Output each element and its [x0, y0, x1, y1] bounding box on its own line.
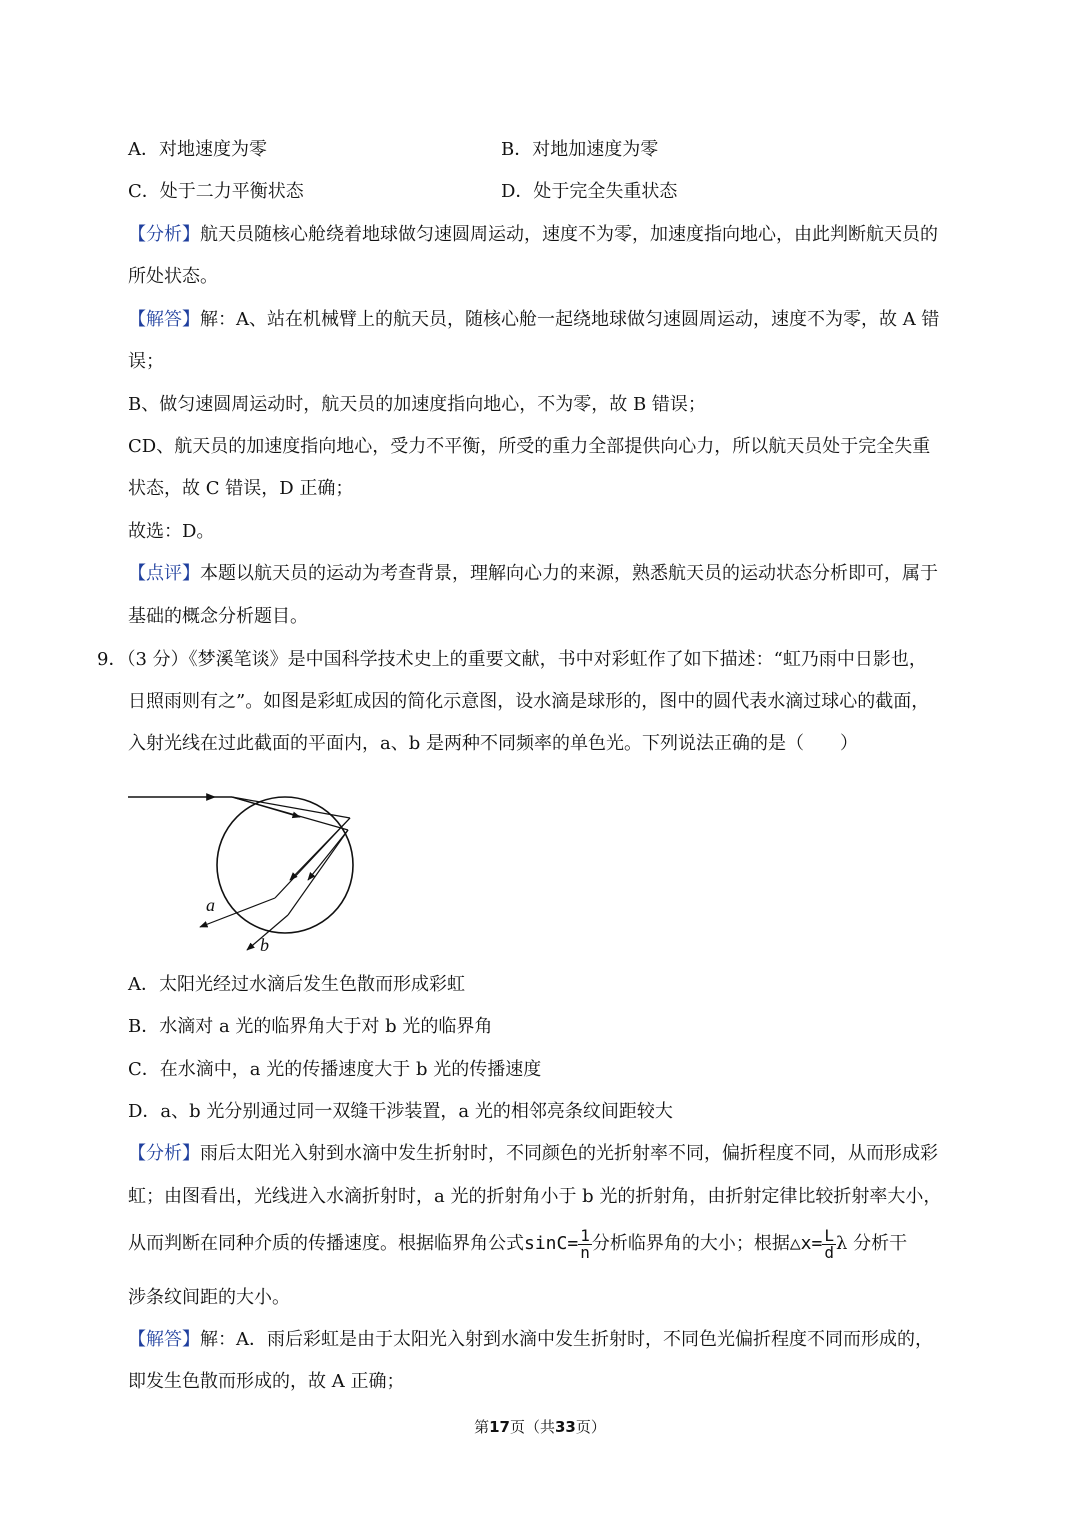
fraction-denominator: d: [824, 1242, 834, 1262]
question-number: 9．: [97, 649, 127, 670]
q8-option-a: A．对地速度为零: [128, 139, 267, 160]
analysis-tag: 【分析】: [128, 224, 200, 245]
q9-answer-line-1: [128, 1328, 933, 1352]
analysis-text: 航天员随核心舱绕着地球做匀速圆周运动，速度不为零，加速度指向地心，由此判断航天员的: [200, 224, 938, 245]
q9-analysis-line-4: 涉条纹间距的大小。: [128, 1287, 290, 1308]
stem-text: （3 分）《梦溪笔谈》是中国科学技术史上的重要文献，书中对彩虹作了如下描述：“虹乃雨中日影也，: [126, 649, 927, 670]
footer-text: 第: [474, 1418, 490, 1436]
q9-analysis-line-2: 虹；由图看出，光线进入水滴折射时，a 光的折射角小于 b 光的折射角，由折射定律比较折射率大小，: [128, 1186, 942, 1207]
rainbow-diagram: [120, 780, 370, 960]
analysis-text: 分析临界角的大小；根据: [591, 1233, 790, 1254]
critical-angle-formula-lhs: sinC=: [524, 1233, 579, 1254]
q8-answer-line-1: [128, 308, 939, 332]
label-b: b: [260, 935, 269, 955]
analysis-text: 分析干: [847, 1233, 908, 1254]
q8-comment-line-2: 基础的概念分析题目。: [128, 606, 308, 627]
q9-option-d: D．a、b 光分别通过同一双缝干涉装置，a 光的相邻亮条纹间距较大: [128, 1101, 673, 1122]
page-total: 33: [555, 1418, 576, 1436]
q8-option-d: D．处于完全失重状态: [501, 181, 678, 202]
answer-tag: 【解答】: [128, 1329, 200, 1350]
q8-answer-line-3: B、做匀速圆周运动时，航天员的加速度指向地心，不为零，故 B 错误；: [128, 394, 706, 415]
fringe-spacing-fraction: [822, 1225, 836, 1262]
footer-text: 页（共: [509, 1418, 555, 1436]
fraction-denominator: n: [580, 1242, 590, 1262]
lambda-symbol: λ: [835, 1233, 848, 1254]
q8-answer-line-5: 状态，故 C 错误，D 正确；: [128, 478, 354, 499]
q9-option-a: A．太阳光经过水滴后发生色散而形成彩虹: [128, 974, 465, 995]
page-number: 17: [489, 1418, 510, 1436]
q9-answer-line-2: 即发生色散而形成的，故 A 正确；: [128, 1371, 405, 1392]
critical-angle-fraction: [578, 1225, 592, 1262]
q8-analysis-line-2: 所处状态。: [128, 266, 218, 287]
answer-text: 解：A．雨后彩虹是由于太阳光入射到水滴中发生折射时，不同色光偏折程度不同而形成的，: [200, 1329, 933, 1350]
q9-stem-line-2: 日照雨则有之”。如图是彩虹成因的简化示意图，设水滴是球形的，图中的圆代表水滴过球心的截面，: [128, 691, 930, 712]
analysis-text: 从而判断在同种介质的传播速度。根据临界角公式: [128, 1233, 524, 1254]
answer-tag: 【解答】: [128, 309, 200, 330]
fringe-spacing-formula-lhs: △x=: [789, 1233, 823, 1254]
q9-option-c: C．在水滴中，a 光的传播速度大于 b 光的传播速度: [128, 1059, 542, 1080]
q8-option-b: B．对地加速度为零: [501, 139, 659, 160]
analysis-tag: 【分析】: [128, 1143, 200, 1164]
q9-analysis-line-3: [128, 1224, 907, 1264]
fraction-numerator: 1: [580, 1225, 590, 1245]
q8-option-c: C．处于二力平衡状态: [128, 181, 304, 202]
q8-answer-line-4: CD、航天员的加速度指向地心，受力不平衡，所受的重力全部提供向心力，所以航天员处于完全失重: [128, 436, 931, 457]
comment-tag: 【点评】: [128, 563, 200, 584]
analysis-text: 雨后太阳光入射到水滴中发生折射时，不同颜色的光折射率不同，偏折程度不同，从而形成彩: [200, 1143, 938, 1164]
fraction-numerator: L: [824, 1225, 834, 1245]
q9-stem-line-3: 入射光线在过此截面的平面内，a、b 是两种不同频率的单色光。下列说法正确的是（ ）: [128, 733, 858, 754]
answer-text: 解：A、站在机械臂上的航天员，随核心舱一起绕地球做匀速圆周运动，速度不为零，故 A 错: [200, 309, 940, 330]
q8-comment-line-1: [128, 562, 938, 586]
label-a: a: [206, 895, 215, 915]
q9-stem-line-1: [97, 648, 927, 672]
q8-analysis-line-1: [128, 223, 938, 247]
comment-text: 本题以航天员的运动为考查背景，理解向心力的来源，熟悉航天员的运动状态分析即可，属于: [200, 563, 938, 584]
q9-analysis-line-1: [128, 1142, 938, 1166]
q8-answer-line-2: 误；: [128, 351, 164, 372]
page-footer: [0, 1417, 1080, 1437]
q9-option-b: B．水滴对 a 光的临界角大于对 b 光的临界角: [128, 1016, 493, 1037]
q8-answer-line-6: 故选：D。: [128, 521, 215, 542]
footer-text: 页）: [575, 1418, 606, 1436]
